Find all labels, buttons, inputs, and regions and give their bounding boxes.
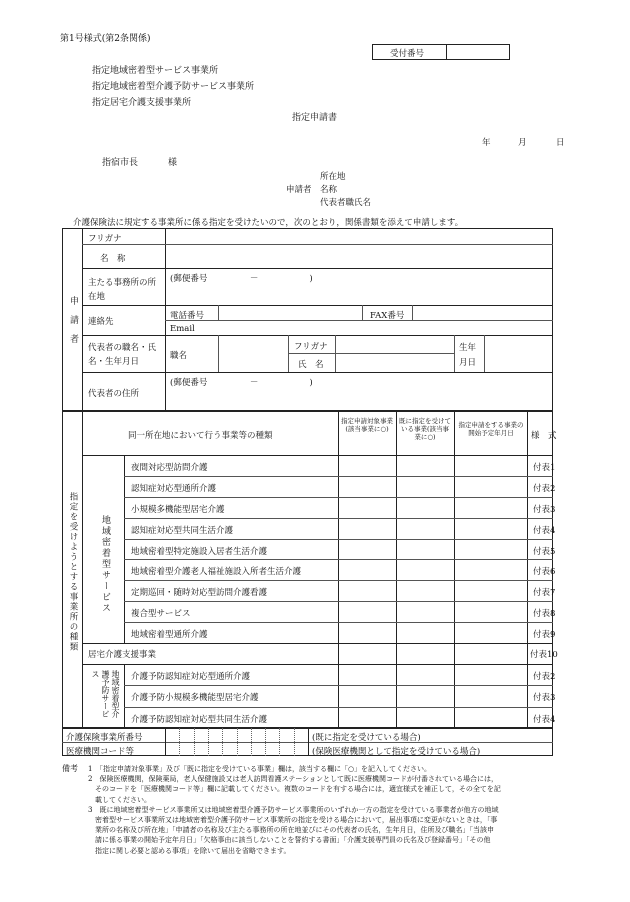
note-line: 1 「指定申請対象事業」及び「既に指定を受けている事業」欄は，該当する欄に「○」を記入してください。 [88,765,432,773]
service-row-form: 付表2 [533,483,556,494]
service-row-form: 付表5 [533,546,556,557]
office-address-label: 主たる事務所の所在地 [88,278,157,302]
service-row-form: 付表8 [533,609,556,620]
business-type-2: 指定地域密着型介護予防サービス事業所 [92,82,255,92]
applicant-rep-label: 代表者職氏名 [320,198,372,208]
position-label: 職名 [170,351,188,361]
service-row-name: 小規模多機能型居宅介護 [131,504,225,515]
group1-label: 地域密着型サービス [100,515,110,614]
note-line: 業所の名称及び所在地」「申請者の名称及び主たる事務所の所在地並びにその代表者の氏名，生年月日，住所及び職名」「当該申 [88,826,494,835]
service-row-name: 定期巡回・随時対応型訪問介護看護 [131,588,268,599]
insurance-number-note: (既に指定を受けている場合) [312,733,421,743]
service-row-name: 認知症対応型通所介護 [131,483,217,494]
rep-title-name-label: 代表者の職名・氏名・生年月日 [88,343,157,367]
applicant-name-label: 名称 [320,185,338,195]
preventive-row-name: 介護予防小規模多機能型居宅介護 [131,693,259,704]
intro-text: 介護保険法に規定する事業所に係る指定を受けたいので，次のとおり，関係書類を添えて申請します。 [73,218,464,228]
note-line: 密着型サービス事業所又は地域密着型介護予防サービス事業所の指定を受ける場合において，届出事項に変更がないときは，「事 [88,816,498,824]
phone-label: 電話番号 [170,311,205,321]
service-row-name: 認知症対応型共同生活介護 [131,525,234,536]
service-row-form: 付表7 [533,588,556,599]
rep-name-label: 氏 名 [298,360,324,370]
furigana-label: フリガナ [88,234,122,244]
group2-label: 地域密着型介護予防サービス [91,670,120,718]
service-row-form: 付表3 [533,504,556,515]
service-row-form: 付表1 [533,463,556,473]
office-postal: (郵便番号 － ) [170,274,313,284]
service-row-name: 地域密着型特定施設入居者生活介護 [131,546,268,557]
service-row-name: 複合型サービス [131,609,191,620]
rep-furigana-label: フリガナ [294,342,328,352]
header-existing: 既に指定を受けている事業(該当事業に○) [399,417,451,441]
receipt-number-label: 受付番号 [390,49,425,59]
addressee: 指宿市長 [102,158,139,168]
header-form: 様 式 [531,431,557,441]
applicant-address-label: 所在地 [320,172,346,182]
header-service-type: 同一所在地において行う事業等の種類 [128,431,273,441]
preventive-row-name: 介護予防認知症対応型通所介護 [131,672,251,682]
preventive-row-name: 介護予防認知症対応型共同生活介護 [131,714,268,725]
header-applied: 指定申請対象事業(該当事業に○) [341,417,393,433]
applicant-label: 申請者 [286,185,312,195]
services-side-label: 指定を受けようとする事業所の種類 [68,492,78,652]
note-line: 3 既に地域密着型サービス事業所又は地域密着型介護予防サービス事業所のいずれか一方の指定を受けている事業者が他方の地域 [88,805,499,814]
rep-address-label: 代表者の住所 [88,389,140,399]
service-row-form: 付表9 [533,630,556,641]
service-row-name: 地域密着型介護老人福祉施設入所者生活介護 [131,567,302,578]
service-row-form: 付表4 [533,525,556,536]
home-care-form: 付表10 [530,650,558,660]
note-line: 2 保険医療機関，保険薬局，老人保健施設又は老人訪問看護ステーションとして既に医療機関コードが付番されている場合には， [88,775,499,784]
date-day: 日 [556,138,565,148]
date-month: 月 [518,138,527,148]
business-type-3: 指定居宅介護支援事業所 [92,98,192,108]
document-title: 指定申請書 [292,113,338,123]
insurance-number-label: 介護保険事業所番号 [66,733,143,743]
service-row-form: 付表6 [533,567,556,578]
home-care-name: 居宅介護支援事業 [88,650,157,660]
date-year: 年 [482,138,491,148]
medical-code-note: (保険医療機関として指定を受けている場合) [312,747,481,757]
note-line: 請に係る事業の開始予定年月日」「欠格事由に該当しないことを誓約する書面」「介護支援専門員の氏名及び登録番号」「その他 [88,836,491,845]
preventive-row-form: 付表4 [533,714,556,725]
note-line: 載してください。 [88,795,151,804]
name-label: 名 称 [100,254,126,264]
preventive-row-form: 付表3 [533,693,556,704]
service-row-name: 夜間対応型訪問介護 [131,463,208,473]
note-line: そのコードを「医療機関コード等」欄に記載してください。複数のコードを有する場合には，適宜様式を補正して，その全てを記 [88,785,501,794]
addressee-honorific: 様 [168,158,178,168]
medical-code-label: 医療機関コード等 [66,747,135,757]
service-row-name: 地域密着型通所介護 [131,630,208,641]
notes-label: 備考 [62,764,78,773]
contact-label: 連絡先 [88,317,114,327]
form-number: 第1号様式(第2条関係) [60,34,151,44]
email-label: Email [170,324,195,334]
header-start-date: 指定申請をする事業の開始予定年月日 [458,421,524,437]
note-line: 指定に関し必要と認める事項」を除いて届出を省略できます。 [88,846,291,855]
fax-label: FAX番号 [370,311,405,321]
applicant-side-label: 申請者 [68,296,78,353]
preventive-row-form: 付表2 [533,672,556,682]
birth-label: 生年月日 [459,343,477,368]
rep-postal: (郵便番号 － ) [170,378,313,388]
business-type-1: 指定地域密着型サービス事業所 [92,66,219,76]
